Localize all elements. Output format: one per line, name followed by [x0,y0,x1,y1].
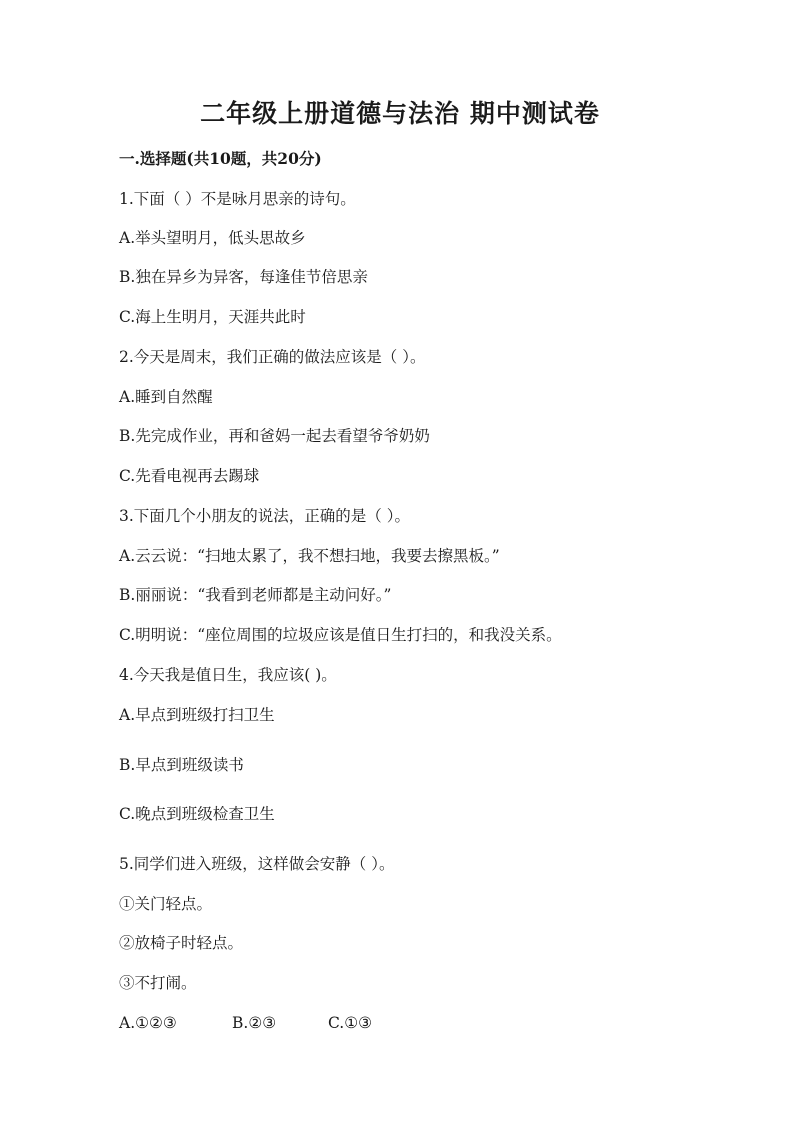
question-3-option-a: A.云云说：“扫地太累了，我不想扫地，我要去擦黑板。” [119,547,500,565]
question-5-option-b: B.②③ [232,1014,277,1032]
question-1-option-c: C.海上生明月，天涯共此时 [119,308,306,326]
question-5-statement-1: ①关门轻点。 [119,895,213,913]
question-1-option-a: A.举头望明月，低头思故乡 [119,229,306,247]
question-4-option-c: C.晚点到班级检查卫生 [119,805,275,823]
question-5-option-a: A.①②③ [119,1014,177,1032]
question-1-stem: 1.下面（ ）不是咏月思亲的诗句。 [119,190,356,208]
question-3-stem: 3.下面几个小朋友的说法，正确的是（ ）。 [119,507,410,525]
question-4-stem: 4.今天我是值日生，我应该( )。 [119,666,337,684]
question-5-statement-3: ③不打闹。 [119,974,197,992]
question-2-stem: 2.今天是周末，我们正确的做法应该是（ ）。 [119,348,426,366]
question-2-option-c: C.先看电视再去踢球 [119,467,260,485]
page-title: 二年级上册道德与法治 期中测试卷 [200,99,600,128]
question-3-option-c: C.明明说：“座位周围的垃圾应该是值日生打扫的，和我没关系。 [119,626,562,644]
question-5-options [119,1012,519,1034]
question-2-option-b: B.先完成作业，再和爸妈一起去看望爷爷奶奶 [119,427,430,445]
question-4-option-a: A.早点到班级打扫卫生 [119,706,275,724]
question-3-option-b: B.丽丽说：“我看到老师都是主动问好。” [119,586,392,604]
section-heading: 一.选择题(共10题，共20分) [119,149,322,168]
question-4-option-b: B.早点到班级读书 [119,756,244,774]
question-1-option-b: B.独在异乡为异客，每逢佳节倍思亲 [119,268,368,286]
question-5-statement-2: ②放椅子时轻点。 [119,934,244,952]
question-5-option-c: C.①③ [328,1014,373,1032]
question-2-option-a: A.睡到自然醒 [119,388,213,406]
question-5-stem: 5.同学们进入班级，这样做会安静（ ）。 [119,855,395,873]
